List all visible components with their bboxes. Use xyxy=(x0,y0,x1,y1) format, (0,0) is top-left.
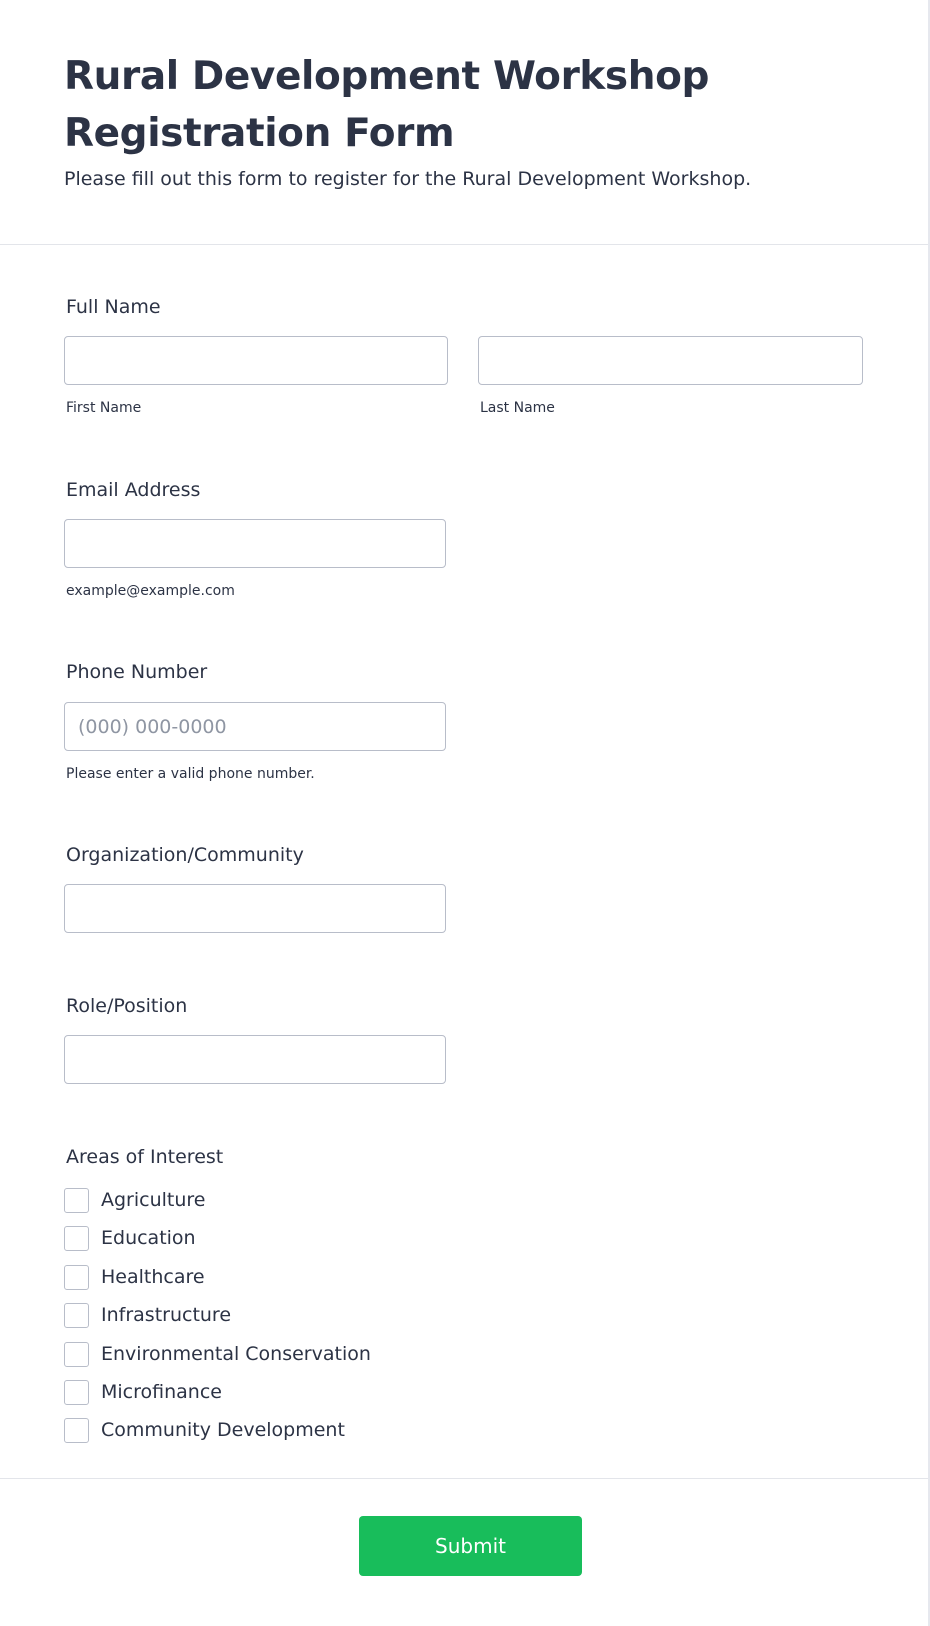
checkbox-option-agriculture[interactable] xyxy=(64,1187,206,1213)
checkbox-label[interactable]: Community Development xyxy=(101,1419,345,1441)
checkbox[interactable] xyxy=(64,1342,89,1367)
checkbox-option-education[interactable] xyxy=(64,1225,196,1251)
checkbox-label[interactable]: Education xyxy=(101,1227,196,1249)
form-description: Please fill out this form to register for the Rural Development Workshop. xyxy=(64,168,752,190)
email-input[interactable] xyxy=(64,519,446,568)
phone-sublabel: Please enter a valid phone number. xyxy=(66,766,315,782)
checkbox-option-healthcare[interactable] xyxy=(64,1264,205,1290)
full-name-label: Full Name xyxy=(66,296,161,318)
checkbox[interactable] xyxy=(64,1226,89,1251)
checkbox-label[interactable]: Environmental Conservation xyxy=(101,1343,371,1365)
checkbox-option-microfinance[interactable] xyxy=(64,1379,222,1405)
header-divider xyxy=(0,244,928,245)
checkbox-option-infrastructure[interactable] xyxy=(64,1302,231,1328)
submit-button[interactable]: Submit xyxy=(359,1516,582,1576)
footer-divider xyxy=(0,1478,928,1479)
checkbox[interactable] xyxy=(64,1418,89,1443)
last-name-sublabel: Last Name xyxy=(480,400,555,416)
organization-input[interactable] xyxy=(64,884,446,933)
checkbox-label[interactable]: Infrastructure xyxy=(101,1304,232,1326)
checkbox[interactable] xyxy=(64,1303,89,1328)
email-sublabel: example@example.com xyxy=(66,583,235,599)
last-name-input[interactable] xyxy=(478,336,863,385)
form-header xyxy=(64,48,884,192)
checkbox-label[interactable]: Healthcare xyxy=(101,1266,205,1288)
checkbox-label[interactable]: Microfinance xyxy=(101,1381,222,1403)
checkbox[interactable] xyxy=(64,1188,89,1213)
checkbox-label[interactable]: Agriculture xyxy=(101,1189,206,1211)
areas-of-interest-label: Areas of Interest xyxy=(66,1146,224,1168)
phone-label: Phone Number xyxy=(66,661,208,683)
email-label: Email Address xyxy=(66,479,201,501)
form-title: Rural Development Workshop Registration Form xyxy=(64,54,710,156)
organization-label: Organization/Community xyxy=(66,844,304,866)
checkbox-option-environmental-conservation[interactable] xyxy=(64,1341,371,1367)
role-input[interactable] xyxy=(64,1035,446,1084)
first-name-input[interactable] xyxy=(64,336,448,385)
checkbox[interactable] xyxy=(64,1380,89,1405)
role-label: Role/Position xyxy=(66,995,188,1017)
phone-input[interactable] xyxy=(64,702,446,751)
checkbox-option-community-development[interactable] xyxy=(64,1417,345,1443)
checkbox[interactable] xyxy=(64,1265,89,1290)
first-name-sublabel: First Name xyxy=(66,400,142,416)
